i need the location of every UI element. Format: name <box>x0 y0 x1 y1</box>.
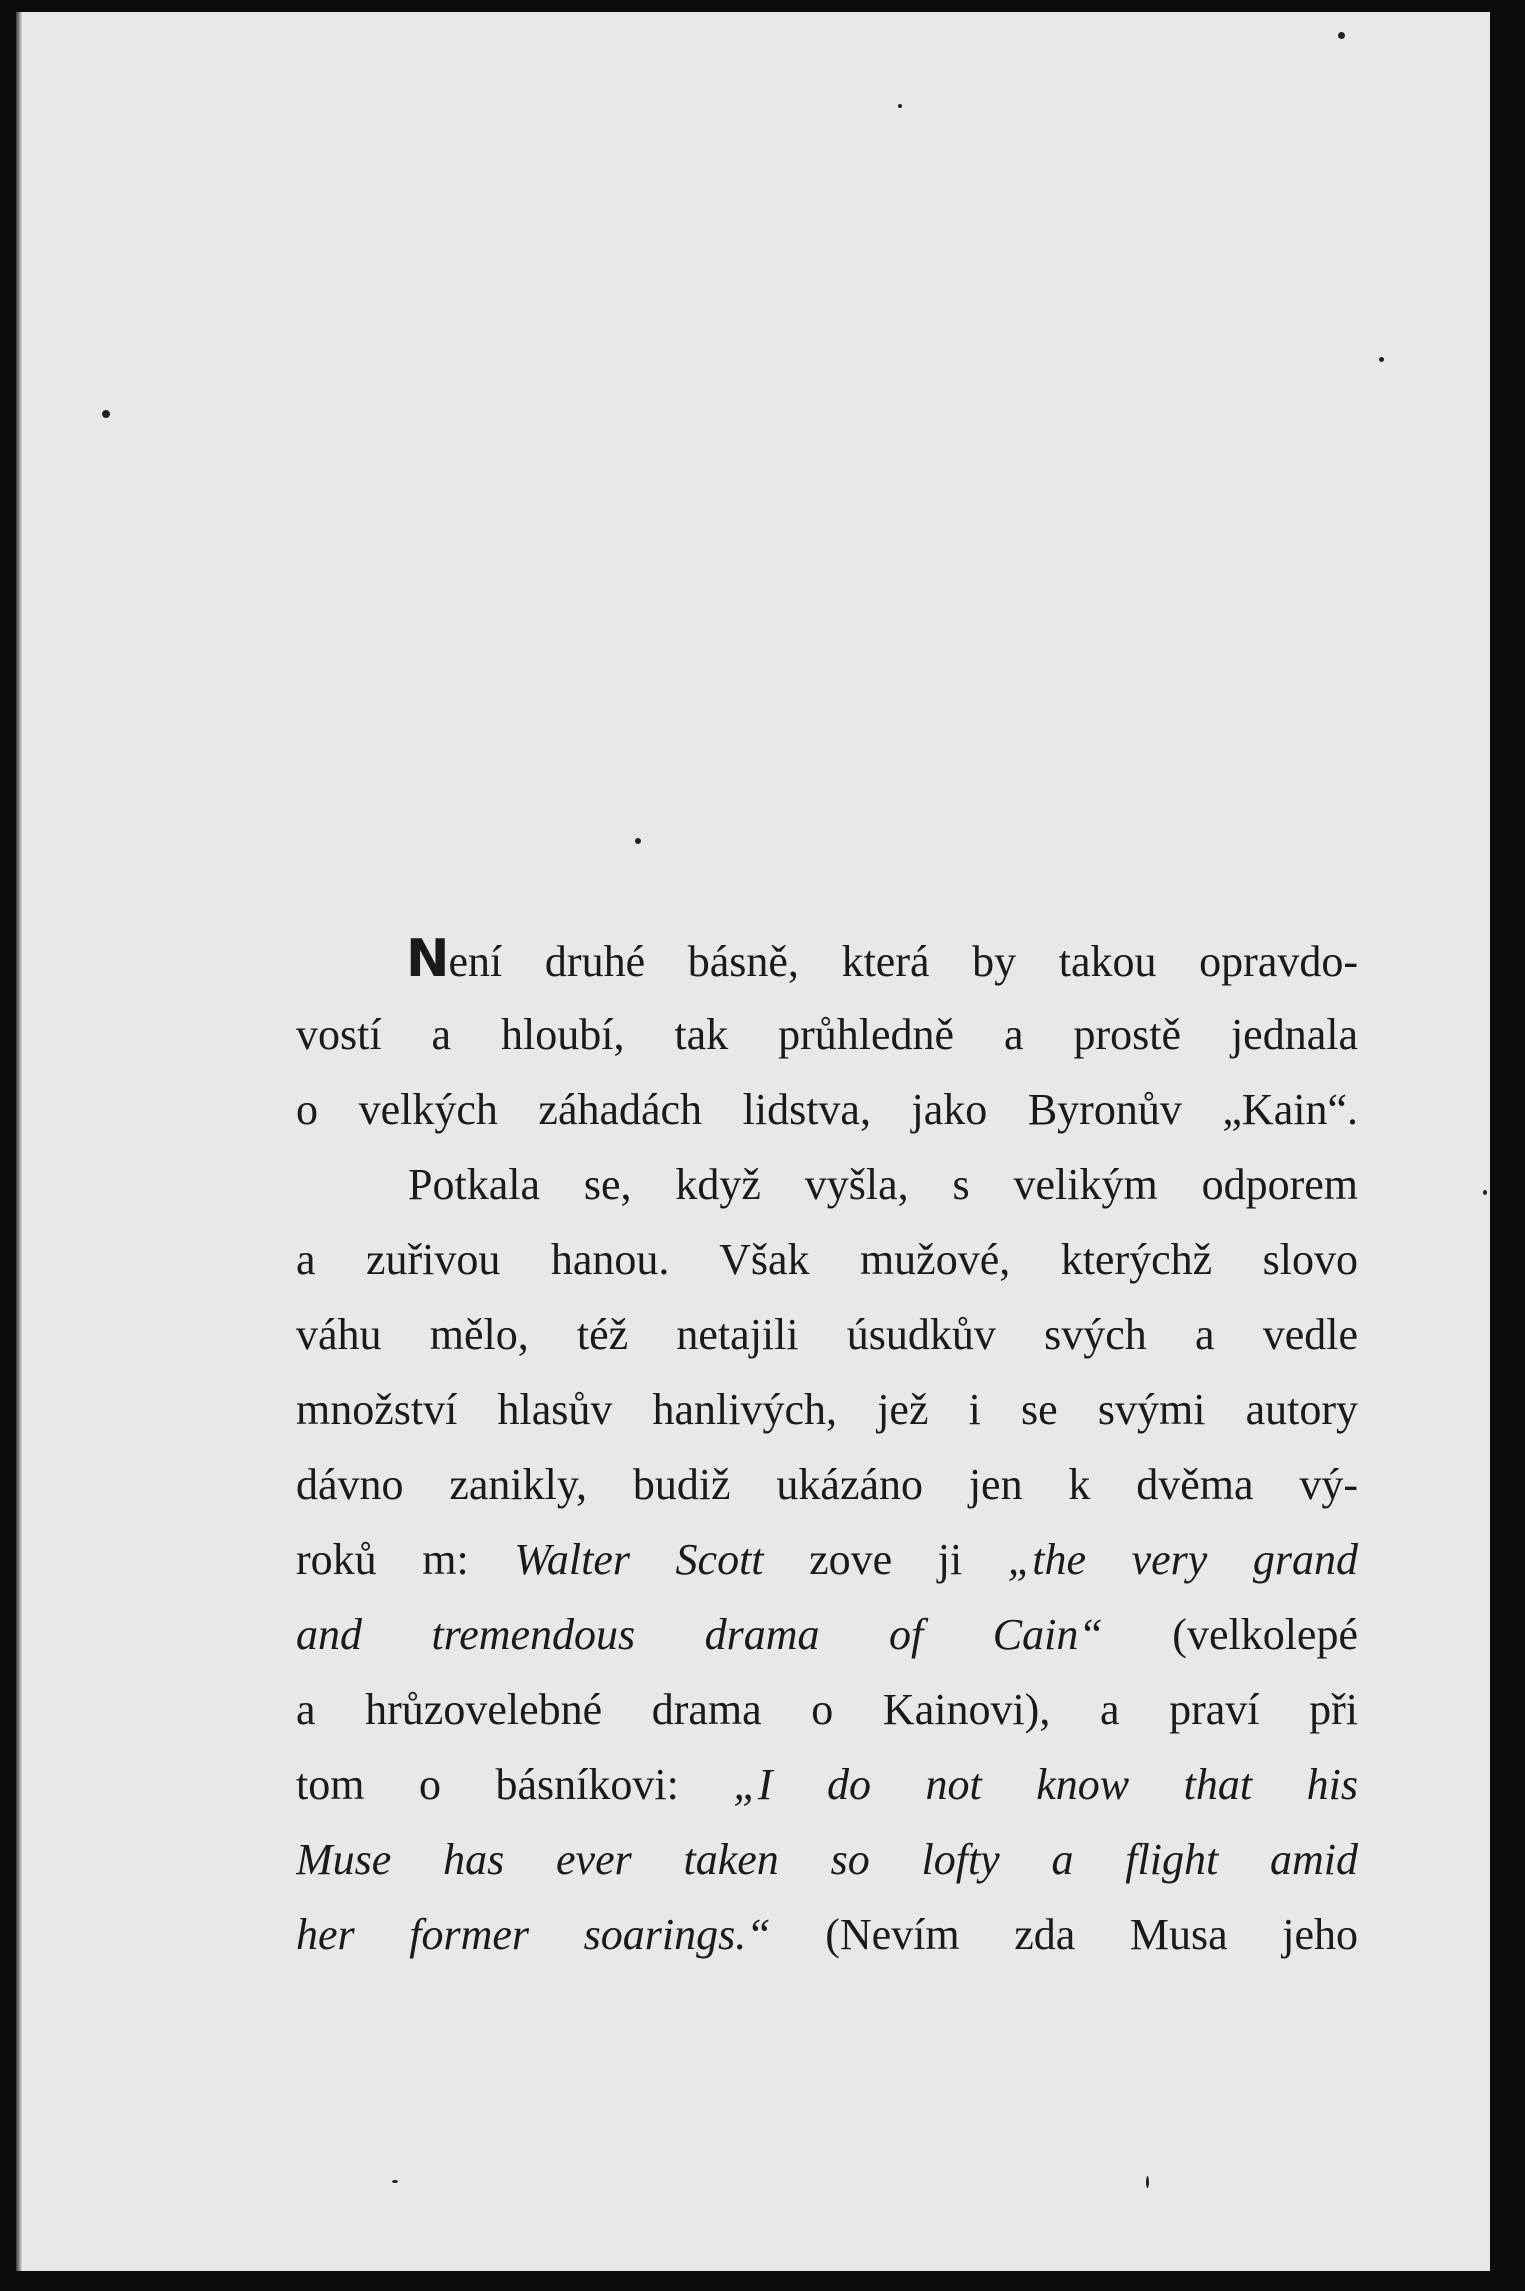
text-line <box>296 1072 1358 1147</box>
quote-fragment: „I do not know that his <box>733 1760 1358 1809</box>
scan-speck <box>1379 357 1384 362</box>
body-text <box>296 922 1358 1972</box>
scan-speck <box>1338 32 1345 39</box>
drop-cap: N <box>406 929 449 989</box>
scan-speck <box>898 104 902 108</box>
quote-fragment: and tremendous drama of Cain“ <box>296 1610 1103 1659</box>
text-line <box>296 1297 1358 1372</box>
paragraph2-line8: a hrůzovelebné drama o Kainovi), a praví při <box>296 1685 1358 1734</box>
paragraph2-line7b: (velkolepé <box>1102 1610 1358 1659</box>
page-edge-shadow <box>16 12 22 2271</box>
paragraph2-line2: a zuřivou hanou. Však mužové, kterýchž slovo <box>296 1235 1358 1284</box>
quote-fragment: Muse has ever taken so lofty a flight amid <box>296 1835 1358 1884</box>
paragraph2-line5: dávno zanikly, budiž ukázáno jen k dvěma vý- <box>296 1460 1358 1509</box>
scan-speck <box>1146 2176 1149 2188</box>
text-line <box>296 1447 1358 1522</box>
paragraph2-line6b: zove ji <box>763 1535 1008 1584</box>
paragraph2-line6a: roků m: <box>296 1535 515 1584</box>
quote-fragment: her former soarings.“ <box>296 1910 771 1959</box>
paragraph1-line3: o velkých záhadách lidstva, jako Byronův „Kain“. <box>296 1085 1358 1134</box>
scan-speck <box>392 2180 398 2183</box>
paragraph2-line9a: tom o básníkovi: <box>296 1760 734 1809</box>
author-name: Walter Scott <box>514 1535 764 1584</box>
paragraph2-line11b: (Nevím zda Musa jeho <box>770 1910 1358 1959</box>
book-page <box>16 12 1490 2271</box>
scan-speck <box>635 838 641 844</box>
paragraph1-line1: ení druhé básně, která by takou opravdo- <box>448 937 1358 986</box>
scan-speck <box>102 410 110 418</box>
paragraph2-line3: váhu mělo, též netajili úsudkův svých a vedle <box>296 1310 1358 1359</box>
quote-fragment: „the very grand <box>1007 1535 1358 1584</box>
text-line <box>296 1222 1358 1297</box>
text-line <box>296 1822 1358 1897</box>
paragraph1-line2: vostí a hloubí, tak průhledně a prostě jednala <box>296 1010 1358 1059</box>
text-line <box>296 1372 1358 1447</box>
text-line <box>296 1747 1358 1822</box>
text-line <box>296 922 1358 997</box>
scan-speck <box>1483 1190 1487 1195</box>
text-line <box>296 1522 1358 1597</box>
text-line <box>296 1672 1358 1747</box>
text-line <box>296 997 1358 1072</box>
text-line <box>296 1897 1358 1972</box>
text-line <box>296 1147 1358 1222</box>
text-line <box>296 1597 1358 1672</box>
paragraph2-line4: množství hlasův hanlivých, jež i se svými autory <box>296 1385 1358 1434</box>
paragraph2-line1: Potkala se, když vyšla, s velikým odporem <box>408 1160 1358 1209</box>
